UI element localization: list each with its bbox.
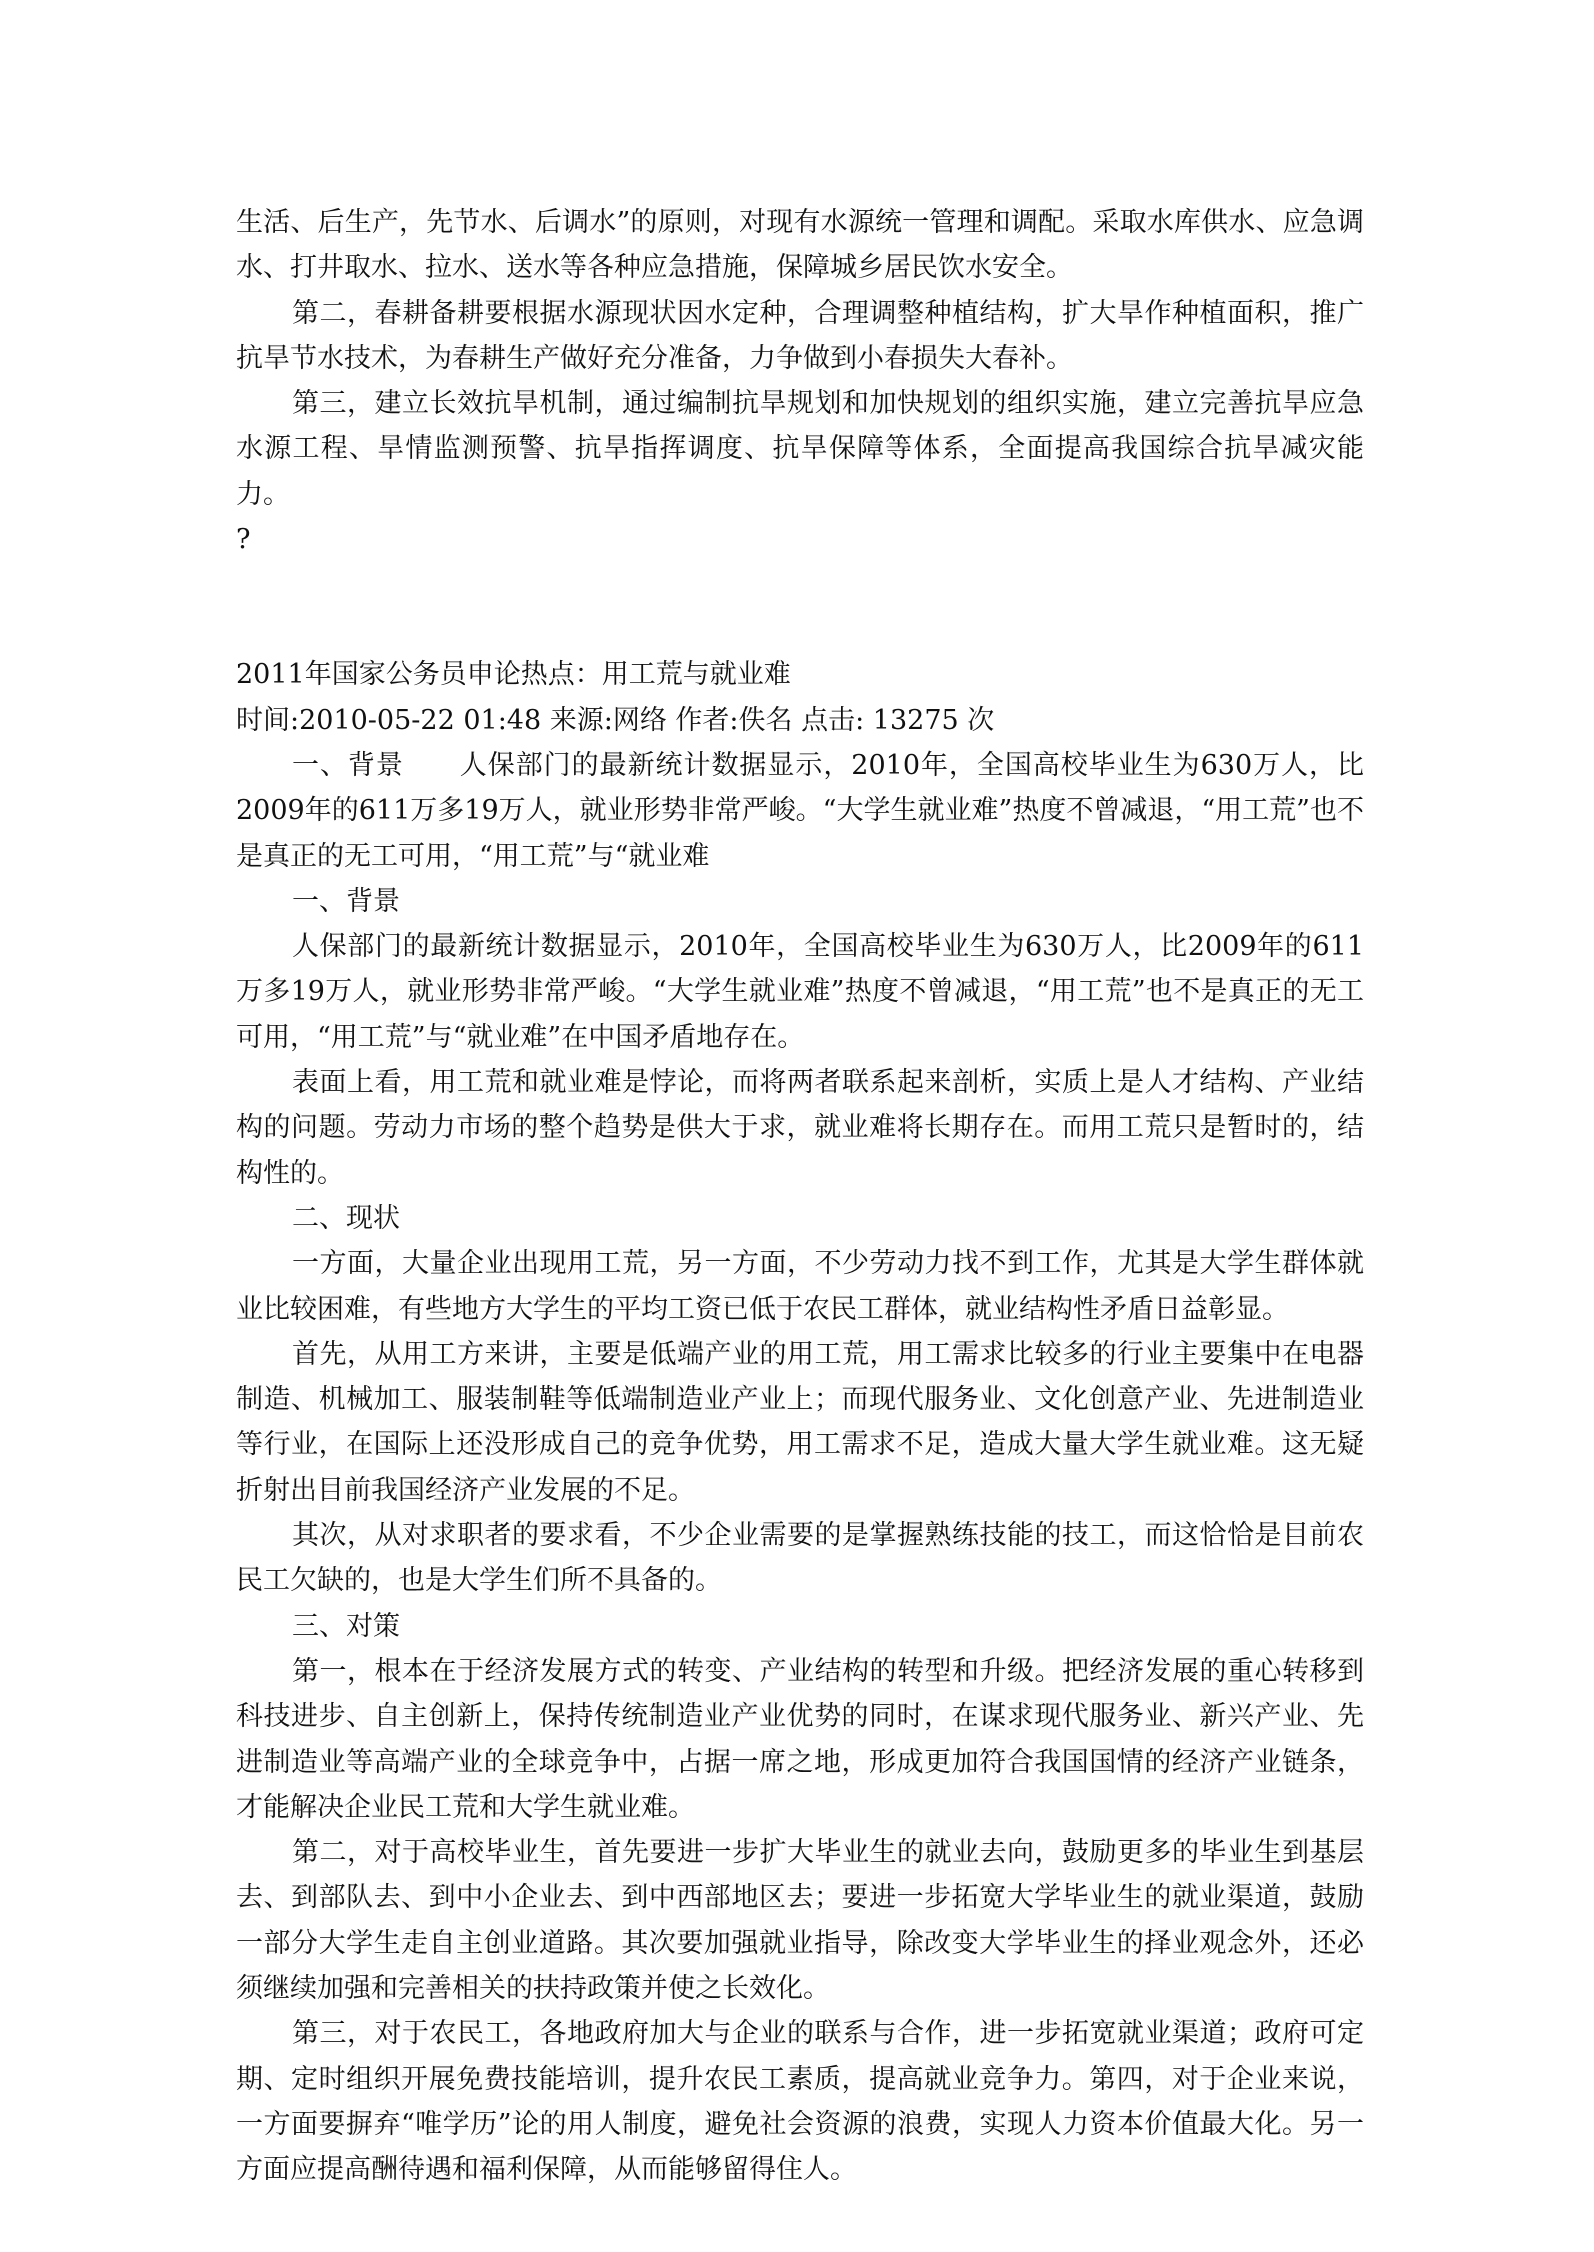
paragraph: 第三，建立长效抗旱机制，通过编制抗旱规划和加快规划的组织实施，建立完善抗旱应急水源工程、旱情监测预警、抗旱指挥调度、抗旱保障等体系，全面提高我国综合抗旱减灾能力。	[236, 388, 1364, 510]
spacer	[236, 562, 1364, 652]
paragraph: 表面上看，用工荒和就业难是悖论，而将两者联系起来剖析，实质上是人才结构、产业结构的问题。劳动力市场的整个趋势是供大于求，就业难将长期存在。而用工荒只是暂时的，结构性的。	[236, 1067, 1364, 1189]
paragraph: 生活、后生产，先节水、后调水”的原则，对现有水源统一管理和调配。采取水库供水、应急调水、打井取水、拉水、送水等各种应急措施，保障城乡居民饮水安全。	[236, 207, 1364, 284]
section-heading-background: 一、背景	[292, 885, 400, 917]
paragraph: 首先，从用工方来讲，主要是低端产业的用工荒，用工需求比较多的行业主要集中在电器制造、机械加工、服装制鞋等低端制造业产业上；而现代服务业、文化创意产业、先进制造业等行业，在国际上还没形成自己的竞争优势，用工需求不足，造成大量大学生就业难。这无疑折射出目前我国经济产业发展的不足。	[236, 1338, 1364, 1506]
paragraph: 第一，根本在于经济发展方式的转变、产业结构的转型和升级。把经济发展的重心转移到科技进步、自主创新上，保持传统制造业产业优势的同时，在谋求现代服务业、新兴产业、先进制造业等高端产业的全球竞争中，占据一席之地，形成更加符合我国国情的经济产业链条，才能解决企业民工荒和大学生就业难。	[236, 1655, 1364, 1823]
article-title: 2011年国家公务员申论热点：用工荒与就业难	[236, 659, 791, 691]
paragraph: 一方面，大量企业出现用工荒，另一方面，不少劳动力找不到工作，尤其是大学生群体就业比较困难，有些地方大学生的平均工资已低于农民工群体，就业结构性矛盾日益彰显。	[236, 1248, 1364, 1325]
stray-mark: ?	[236, 524, 251, 556]
paragraph: 第二，春耕备耕要根据水源现状因水定种，合理调整种植结构，扩大旱作种植面积，推广抗旱节水技术，为春耕生产做好充分准备，力争做到小春损失大春补。	[236, 297, 1364, 374]
article-meta: 时间:2010-05-22 01:48 来源:网络 作者:佚名 点击: 13275 次	[236, 704, 995, 736]
paragraph: 第二，对于高校毕业生，首先要进一步扩大毕业生的就业去向，鼓励更多的毕业生到基层去、到部队去、到中小企业去、到中西部地区去；要进一步拓宽大学毕业生的就业渠道，鼓励一部分大学生走自主创业道路。其次要加强就业指导，除改变大学毕业生的择业观念外，还必须继续加强和完善相关的扶持政策并使之长效化。	[236, 1837, 1364, 2004]
paragraph: 其次，从对求职者的要求看，不少企业需要的是掌握熟练技能的技工，而这恰恰是目前农民工欠缺的，也是大学生们所不具备的。	[236, 1520, 1364, 1597]
section-heading-status: 二、现状	[292, 1202, 400, 1234]
paragraph: 人保部门的最新统计数据显示，2010年，全国高校毕业生为630万人，比2009年的611万多19万人，就业形势非常严峻。“大学生就业难”热度不曾减退，“用工荒”也不是真正的无工可用，“用工荒”与“就业难”在中国矛盾地存在。	[236, 931, 1364, 1053]
article-summary: 一、背景 人保部门的最新统计数据显示，2010年，全国高校毕业生为630万人，比2009年的611万多19万人，就业形势非常严峻。“大学生就业难”热度不曾减退，“用工荒”也不是真正的无工可用，“用工荒”与“就业难	[236, 749, 1364, 872]
section-heading-measures: 三、对策	[292, 1610, 400, 1642]
paragraph: 第三，对于农民工，各地政府加大与企业的联系与合作，进一步拓宽就业渠道；政府可定期、定时组织开展免费技能培训，提升农民工素质，提高就业竞争力。第四，对于企业来说，一方面要摒弃“唯学历”论的用人制度，避免社会资源的浪费，实现人力资本价值最大化。另一方面应提高酬待遇和福利保障，从而能够留得住人。	[236, 2018, 1364, 2186]
